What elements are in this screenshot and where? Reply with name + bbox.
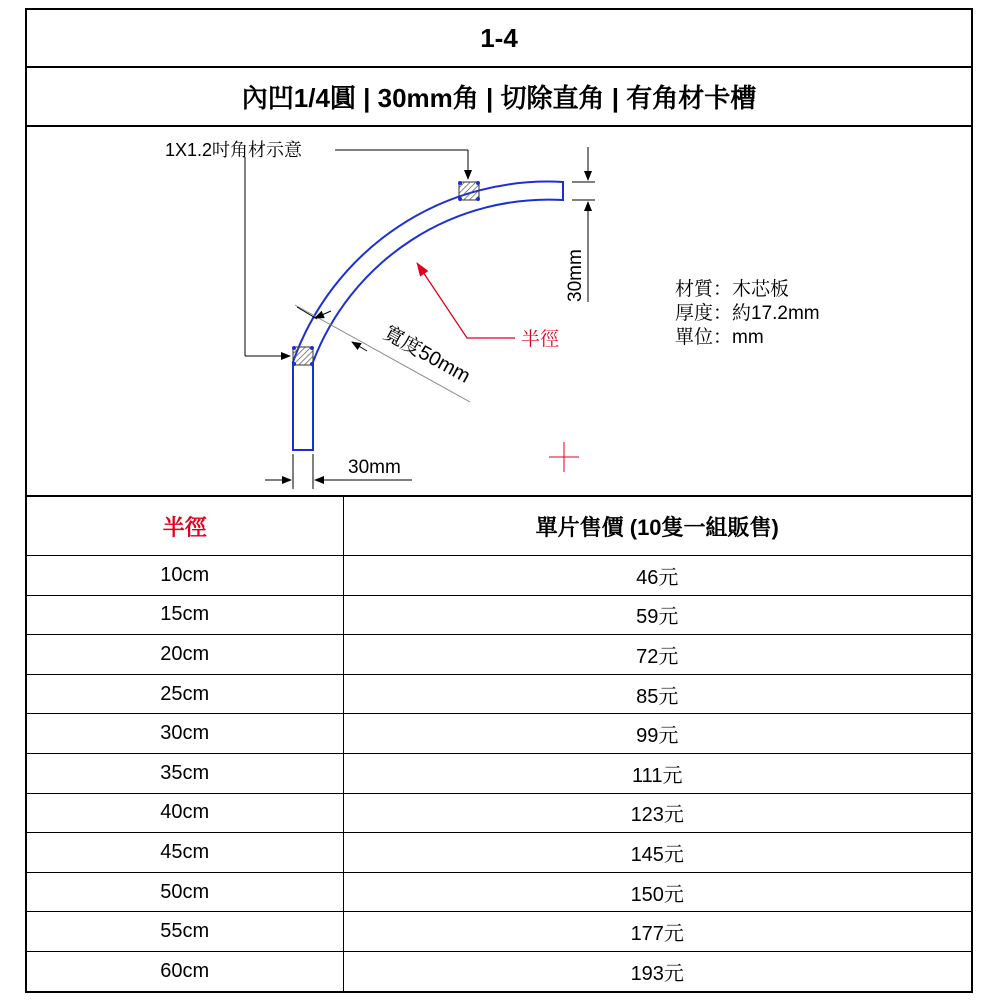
price-cell: 99元 [343, 714, 971, 754]
thickness-line: 厚度：約17.2mm [675, 303, 820, 324]
corner-bracket-label: 1X1.2吋角材示意 [165, 140, 303, 160]
table-row [27, 674, 971, 714]
radius-cell: 45cm [27, 833, 343, 873]
material-line: 材質：木芯板 [675, 279, 790, 300]
price-cell: 177元 [343, 912, 971, 952]
radius-cell: 10cm [27, 556, 343, 596]
price-table [27, 497, 971, 991]
table-row [27, 793, 971, 833]
side-dimension-label: 30mm [565, 249, 586, 302]
corner-bracket-top [459, 182, 479, 200]
table-row [27, 872, 971, 912]
table-row [27, 951, 971, 990]
product-sheet [25, 8, 973, 993]
radius-cell: 40cm [27, 793, 343, 833]
table-row [27, 635, 971, 675]
radius-cell: 15cm [27, 595, 343, 635]
price-cell: 150元 [343, 872, 971, 912]
radius-cell: 60cm [27, 951, 343, 990]
width-dimension-label: 寬度50mm [379, 322, 474, 388]
table-row [27, 595, 971, 635]
header-radius: 半徑 [27, 497, 343, 556]
table-row [27, 556, 971, 596]
bottom-dimension-label: 30mm [348, 457, 401, 478]
unit-line: 單位：mm [675, 327, 764, 348]
radius-cell: 25cm [27, 674, 343, 714]
price-cell: 85元 [343, 674, 971, 714]
table-row [27, 833, 971, 873]
quarter-circle-diagram [27, 127, 971, 495]
board-outline [293, 182, 563, 450]
table-row [27, 753, 971, 793]
header-price: 單片售價 (10隻一組販售) [343, 497, 971, 556]
corner-bracket-left [293, 347, 313, 365]
price-cell: 145元 [343, 833, 971, 873]
price-cell: 72元 [343, 635, 971, 675]
diagram-panel [27, 127, 971, 497]
price-cell: 193元 [343, 951, 971, 990]
radius-cell: 50cm [27, 872, 343, 912]
price-cell: 123元 [343, 793, 971, 833]
radius-cell: 35cm [27, 753, 343, 793]
radius-label: 半徑 [521, 329, 560, 350]
price-cell: 46元 [343, 556, 971, 596]
radius-cell: 30cm [27, 714, 343, 754]
price-cell: 111元 [343, 753, 971, 793]
radius-cell: 20cm [27, 635, 343, 675]
radius-cell: 55cm [27, 912, 343, 952]
table-row [27, 714, 971, 754]
table-row [27, 912, 971, 952]
table-header-row [27, 497, 971, 556]
price-cell: 59元 [343, 595, 971, 635]
product-code: 1-4 [27, 10, 971, 68]
spec-title: 內凹1/4圓 | 30mm角 | 切除直角 | 有角材卡槽 [27, 68, 971, 127]
